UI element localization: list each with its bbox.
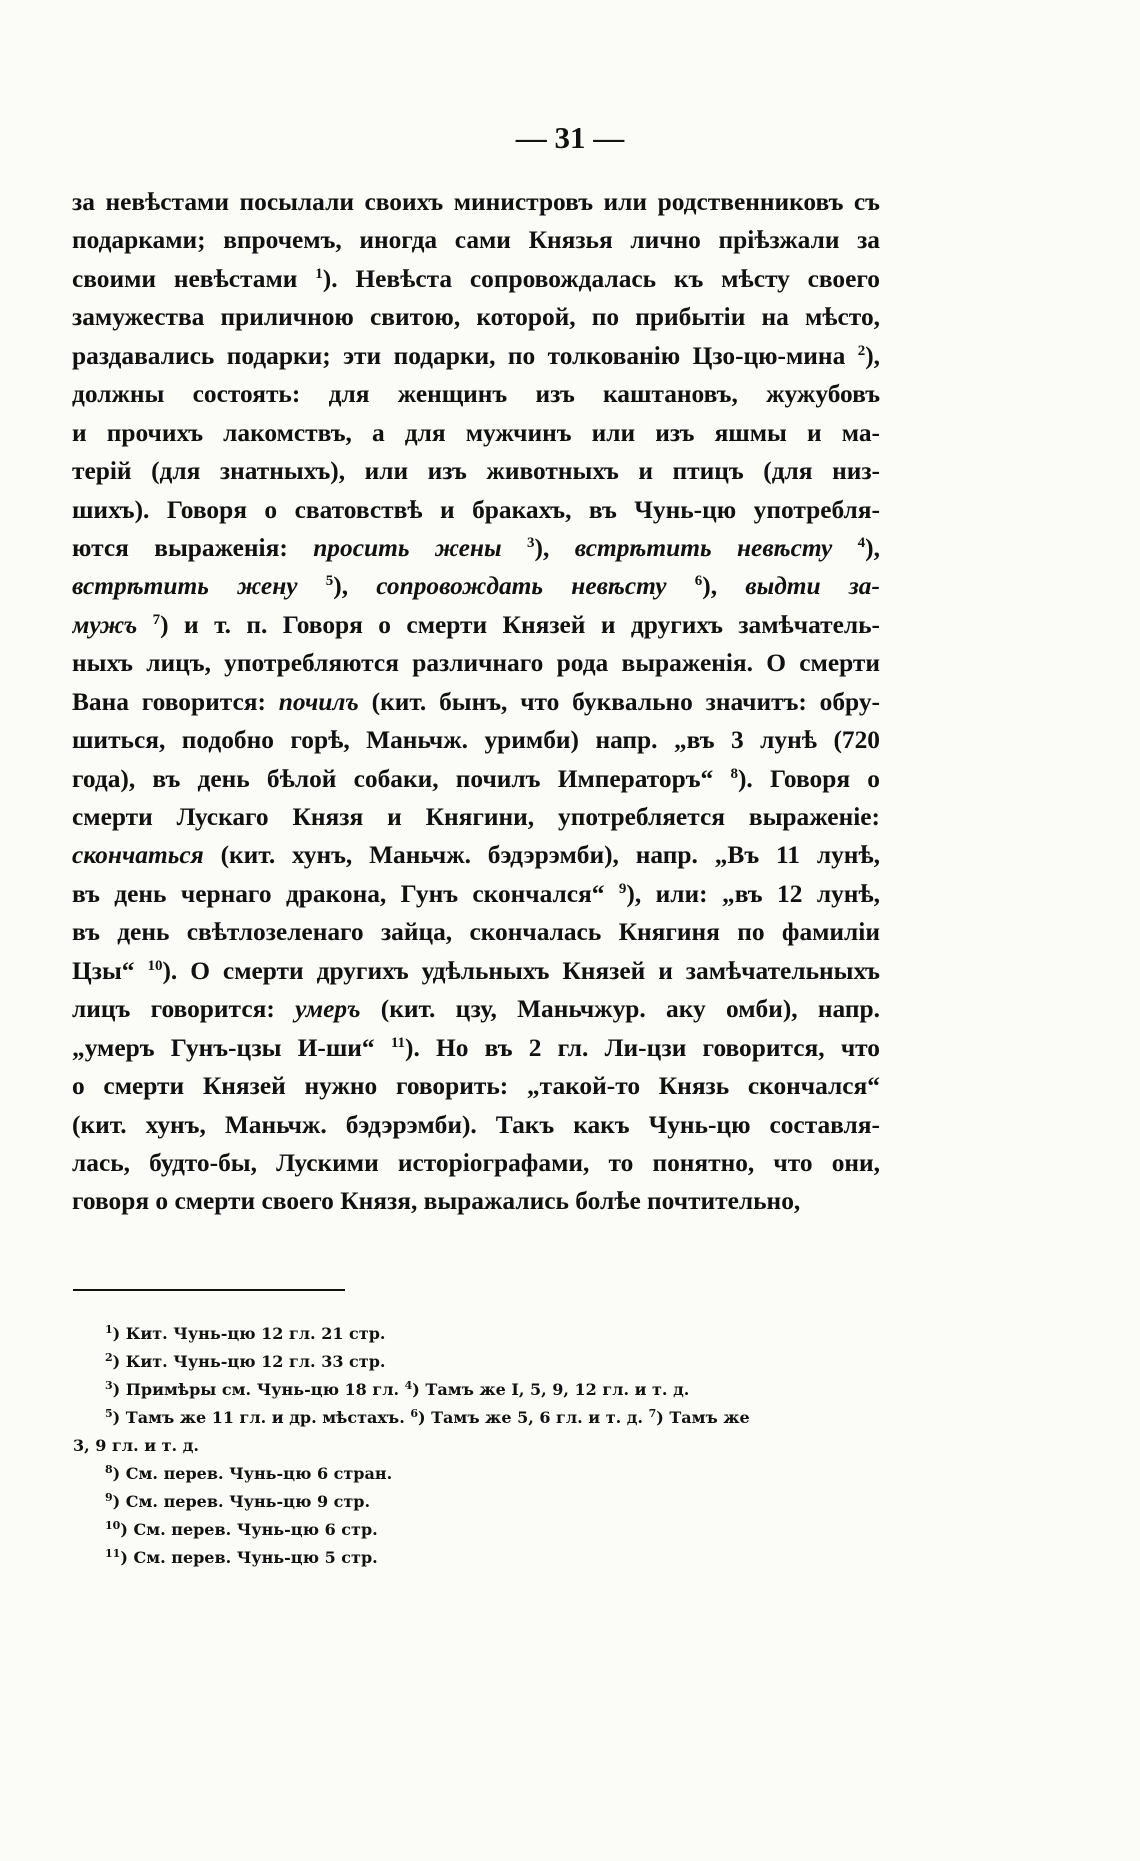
italic-term: просить жены [313,533,502,562]
text-line: лась, будто-бы, Лускими исторіографами, то понятно, что они, [72,1148,880,1177]
footnote-divider [73,1289,345,1291]
footnote: 3, 9 гл. и т. д. [73,1436,199,1455]
footnote: $^{11}$) См. перев. Чунь-цю 5 стр. [105,1547,378,1567]
text-line: встрѣтить жену $^5$), сопровождать невѣсту $^6$), выдти за- [72,572,880,601]
text-line: (кит. хунъ, Маньчж. бэдэрэмби). Такъ какъ Чунь-цю составля- [72,1110,880,1139]
text-line: шихъ). Говоря о сватовствѣ и бракахъ, въ Чунь-цю употребля- [72,495,880,524]
footnote: $^5$) Тамъ же 11 гл. и др. мѣстахъ. $^6$) Тамъ же 5, 6 гл. и т. д. $^7$) Тамъ же [105,1407,750,1427]
text-line: замужества приличною свитою, которой, по прибытіи на мѣсто, [72,303,880,332]
text-line: говоря о смерти своего Князя, выражались болѣе почтительно, [72,1187,801,1216]
footnote: $^9$) См. перев. Чунь-цю 9 стр. [105,1491,371,1511]
text-line: должны состоять: для женщинъ изъ каштановъ, жужубовъ [72,380,880,409]
italic-term: сопровождать невѣсту [376,572,667,601]
text-line: ныхъ лицъ, употребляются различнаго рода выраженія. О смерти [72,649,880,678]
text-line: шиться, подобно горѣ, Маньчж. уримби) напр. „въ 3 лунѣ (720 [72,726,880,755]
italic-term: почилъ [278,687,359,716]
footnote: $^{10}$) См. перев. Чунь-цю 6 стр. [105,1519,378,1539]
footnote-ref: 1 [315,265,323,282]
footnote-ref: 3 [527,534,535,551]
italic-term: скончаться [72,841,204,870]
page-number: — 31 — [515,120,625,155]
footnote-ref: 6 [694,573,703,590]
text-line: мужъ $^7$) и т. п. Говоря о смерти Князей и другихъ замѣчатель- [72,610,880,639]
italic-term: мужъ [72,610,138,639]
italic-term: умеръ [295,995,361,1024]
text-line: о смерти Князей нужно говорить: „такой-то Князь скончался“ [72,1072,880,1101]
text-line: и прочихъ лакомствъ, а для мужчинъ или изъ яшмы и ма- [72,418,880,447]
text-line: своими невѣстами $^1$). Невѣста сопровождалась къ мѣсту своего [72,264,880,293]
footnote-ref: 8 [730,765,738,782]
footnote-ref: 4 [857,534,866,551]
footnote-ref: 5 [325,573,334,590]
italic-term: выдти за- [745,572,880,601]
footnote: $^8$) См. перев. Чунь-цю 6 стран. [105,1463,393,1483]
text-line: „умеръ Гунъ-цзы И-ши“ $^{11}$). Но въ 2 гл. Ли-цзи говорится, что [72,1033,880,1062]
text-line: лицъ говорится: умеръ (кит. цзу, Маньчжур. аку омби), напр. [72,995,880,1024]
text-line: смерти Лускаго Князя и Княгини, употребляется выраженіе: [72,803,880,831]
italic-term: встрѣтить жену [72,572,298,601]
text-line: Цзы“ $^{10}$). О смерти другихъ удѣльныхъ Князей и замѣчательныхъ [72,956,880,985]
text-line: за невѣстами посылали своихъ министровъ или родственниковъ съ [72,188,880,216]
footnote-ref: 10 [147,957,163,974]
footnote-ref: 11 [390,1034,405,1051]
text-line: подарками; впрочемъ, иногда сами Князья лично пріѣзжали за [72,226,880,255]
footnote-ref: 9 [618,880,627,897]
text-line: раздавались подарки; эти подарки, по толкованію Цзо-цю-мина $^2$), [72,341,880,370]
text-line: ются выраженія: просить жены $^3$), встрѣтить невѣсту $^4$), [72,533,880,562]
footnote: $^2$) Кит. Чунь-цю 12 гл. 33 стр. [105,1351,386,1371]
footnote-ref: 7 [152,611,161,628]
text-line: въ день чернаго дракона, Гунъ скончался“ $^9$), или: „въ 12 лунѣ, [72,879,880,908]
italic-term: встрѣтить невѣсту [574,533,833,562]
text-line: въ день свѣтлозеленаго зайца, скончалась Княгиня по фамиліи [72,918,880,947]
footnote: $^3$) Примѣры см. Чунь-цю 18 гл. $^4$) Тамъ же I, 5, 9, 12 гл. и т. д. [105,1379,690,1399]
text-line: Вана говорится: почилъ (кит. бынъ, что буквально значитъ: обру- [72,687,880,716]
footnotes [73,1320,885,1572]
body-text [72,183,880,1221]
footnote-ref: 2 [857,342,866,359]
text-line: терій (для знатныхъ), или изъ животныхъ и птицъ (для низ- [72,457,880,486]
footnote: $^1$) Кит. Чунь-цю 12 гл. 21 стр. [105,1323,386,1343]
text-line: скончаться (кит. хунъ, Маньчж. бэдэрэмби), напр. „Въ 11 лунѣ, [72,841,880,870]
text-line: года), въ день бѣлой собаки, почилъ Императоръ“ $^8$). Говоря о [72,764,880,793]
